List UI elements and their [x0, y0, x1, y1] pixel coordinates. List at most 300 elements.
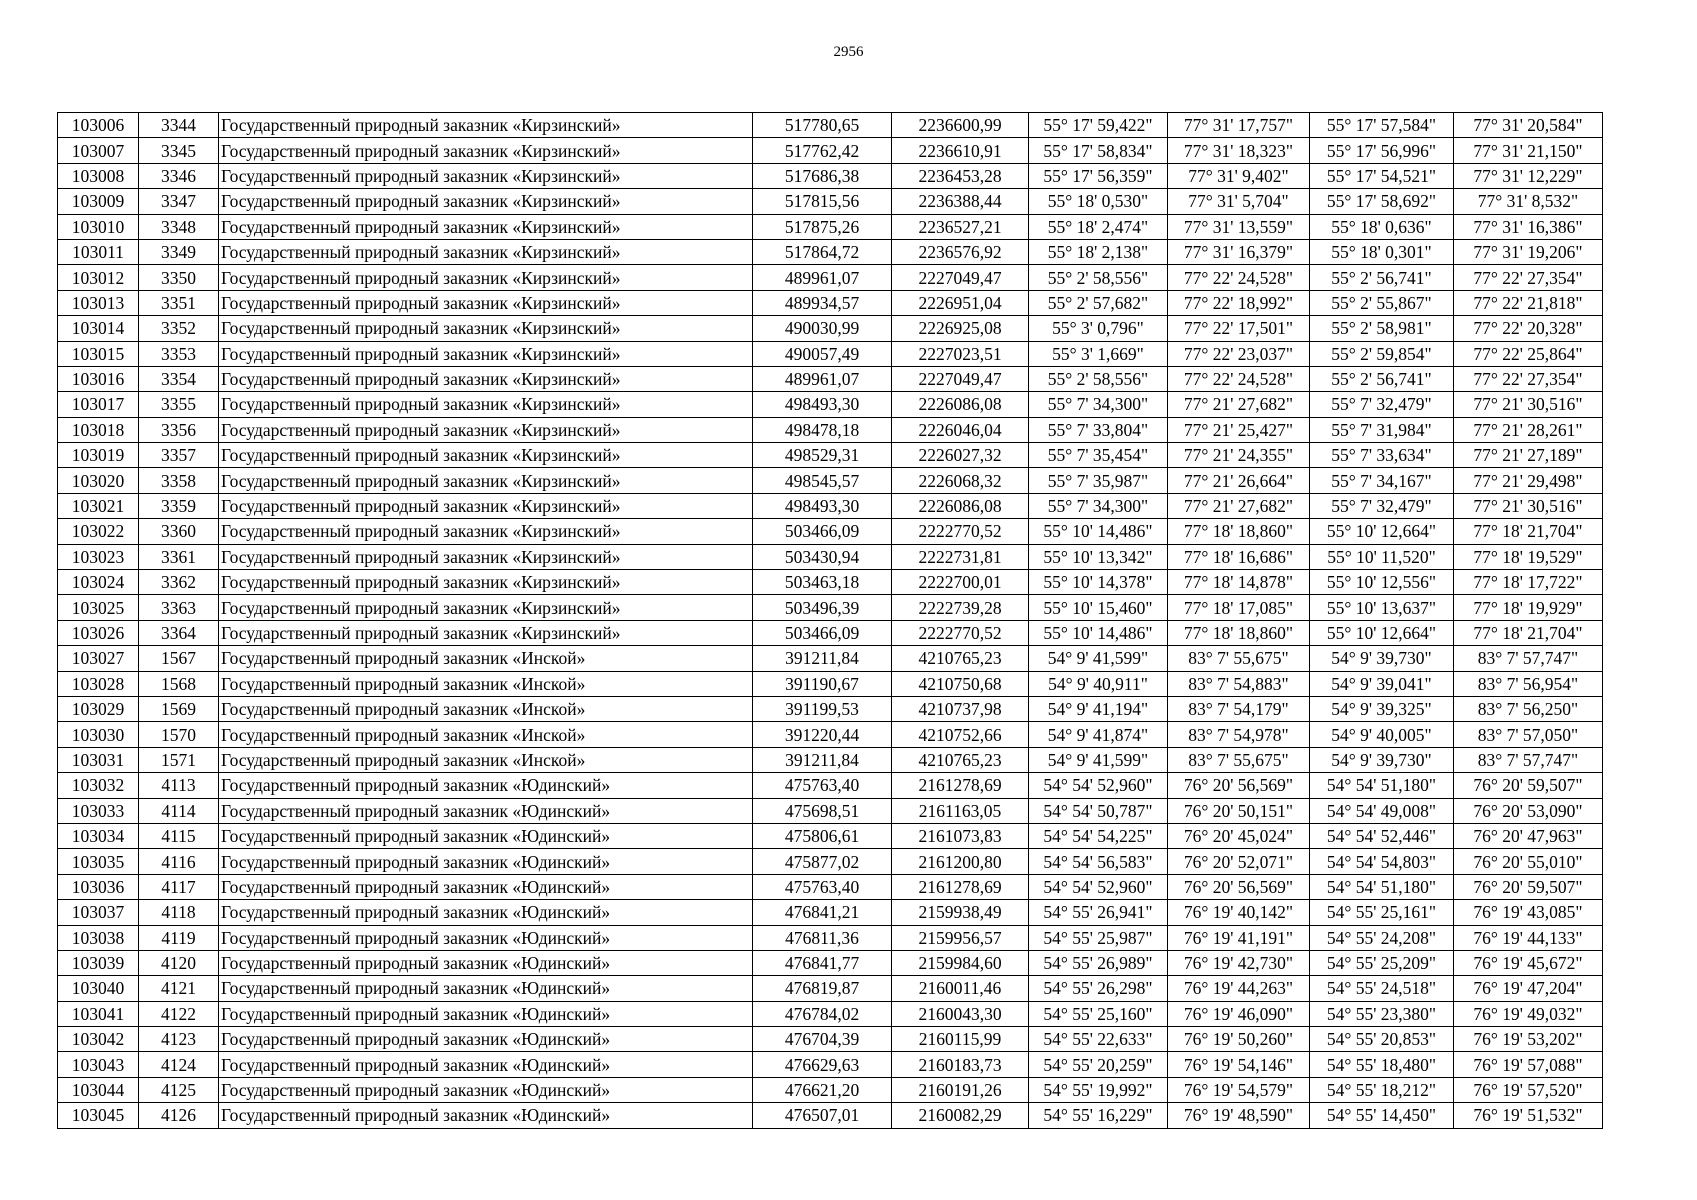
- record-number-cell: 103007: [58, 138, 139, 163]
- longitude-2-cell: 77° 22' 27,354": [1454, 265, 1603, 290]
- point-number-cell: 3352: [139, 316, 219, 341]
- name-cell: Государственный природный заказник «Юдинский»: [219, 925, 753, 950]
- longitude-2-cell: 77° 18' 21,704": [1454, 519, 1603, 544]
- x-coordinate-cell: 391220,44: [753, 722, 892, 747]
- point-number-cell: 4117: [139, 874, 219, 899]
- x-coordinate-cell: 391211,84: [753, 747, 892, 772]
- y-coordinate-cell: 2161073,83: [892, 823, 1029, 848]
- y-coordinate-cell: 2222770,52: [892, 620, 1029, 645]
- latitude-1-cell: 54° 55' 25,987": [1029, 925, 1168, 950]
- x-coordinate-cell: 476704,39: [753, 1027, 892, 1052]
- longitude-2-cell: 77° 21' 30,516": [1454, 392, 1603, 417]
- latitude-1-cell: 54° 9' 41,599": [1029, 747, 1168, 772]
- name-cell: Государственный природный заказник «Кирзинский»: [219, 443, 753, 468]
- record-number-cell: 103024: [58, 570, 139, 595]
- y-coordinate-cell: 2161200,80: [892, 849, 1029, 874]
- longitude-2-cell: 77° 21' 28,261": [1454, 417, 1603, 442]
- x-coordinate-cell: 475877,02: [753, 849, 892, 874]
- table-row: [58, 239, 1603, 264]
- y-coordinate-cell: 4210752,66: [892, 722, 1029, 747]
- record-number-cell: 103022: [58, 519, 139, 544]
- x-coordinate-cell: 475698,51: [753, 798, 892, 823]
- name-cell: Государственный природный заказник «Кирзинский»: [219, 138, 753, 163]
- y-coordinate-cell: 2236388,44: [892, 189, 1029, 214]
- longitude-2-cell: 77° 31' 20,584": [1454, 113, 1603, 138]
- table-row: [58, 773, 1603, 798]
- y-coordinate-cell: 2159938,49: [892, 900, 1029, 925]
- name-cell: Государственный природный заказник «Инской»: [219, 747, 753, 772]
- table-row: [58, 214, 1603, 239]
- point-number-cell: 3355: [139, 392, 219, 417]
- point-number-cell: 4120: [139, 950, 219, 975]
- longitude-1-cell: 76° 20' 45,024": [1168, 823, 1310, 848]
- longitude-2-cell: 76° 20' 53,090": [1454, 798, 1603, 823]
- longitude-1-cell: 76° 19' 42,730": [1168, 950, 1310, 975]
- table-row: [58, 544, 1603, 569]
- name-cell: Государственный природный заказник «Кирзинский»: [219, 290, 753, 315]
- latitude-1-cell: 54° 55' 16,229": [1029, 1103, 1168, 1128]
- longitude-2-cell: 76° 19' 57,520": [1454, 1077, 1603, 1102]
- y-coordinate-cell: 2236600,99: [892, 113, 1029, 138]
- x-coordinate-cell: 498529,31: [753, 443, 892, 468]
- name-cell: Государственный природный заказник «Инской»: [219, 671, 753, 696]
- x-coordinate-cell: 476784,02: [753, 1001, 892, 1026]
- name-cell: Государственный природный заказник «Кирзинский»: [219, 595, 753, 620]
- point-number-cell: 3362: [139, 570, 219, 595]
- x-coordinate-cell: 503466,09: [753, 620, 892, 645]
- latitude-2-cell: 55° 2' 59,854": [1310, 341, 1454, 366]
- y-coordinate-cell: 2160183,73: [892, 1052, 1029, 1077]
- latitude-1-cell: 55° 3' 0,796": [1029, 316, 1168, 341]
- latitude-2-cell: 55° 17' 56,996": [1310, 138, 1454, 163]
- record-number-cell: 103030: [58, 722, 139, 747]
- y-coordinate-cell: 2227023,51: [892, 341, 1029, 366]
- table-row: [58, 189, 1603, 214]
- point-number-cell: 3347: [139, 189, 219, 214]
- table-row: [58, 900, 1603, 925]
- y-coordinate-cell: 2236527,21: [892, 214, 1029, 239]
- table-row: [58, 468, 1603, 493]
- latitude-2-cell: 54° 9' 39,325": [1310, 696, 1454, 721]
- y-coordinate-cell: 2227049,47: [892, 265, 1029, 290]
- longitude-2-cell: 83° 7' 56,954": [1454, 671, 1603, 696]
- latitude-1-cell: 55° 3' 1,669": [1029, 341, 1168, 366]
- latitude-1-cell: 55° 2' 58,556": [1029, 366, 1168, 391]
- latitude-2-cell: 55° 2' 56,741": [1310, 366, 1454, 391]
- y-coordinate-cell: 2236453,28: [892, 163, 1029, 188]
- name-cell: Государственный природный заказник «Инской»: [219, 696, 753, 721]
- record-number-cell: 103025: [58, 595, 139, 620]
- record-number-cell: 103044: [58, 1077, 139, 1102]
- x-coordinate-cell: 517762,42: [753, 138, 892, 163]
- x-coordinate-cell: 391211,84: [753, 646, 892, 671]
- record-number-cell: 103038: [58, 925, 139, 950]
- point-number-cell: 1571: [139, 747, 219, 772]
- name-cell: Государственный природный заказник «Юдинский»: [219, 1077, 753, 1102]
- latitude-2-cell: 55° 10' 12,556": [1310, 570, 1454, 595]
- point-number-cell: 4124: [139, 1052, 219, 1077]
- latitude-1-cell: 54° 54' 50,787": [1029, 798, 1168, 823]
- latitude-2-cell: 55° 17' 57,584": [1310, 113, 1454, 138]
- latitude-1-cell: 55° 7' 33,804": [1029, 417, 1168, 442]
- name-cell: Государственный природный заказник «Кирзинский»: [219, 544, 753, 569]
- y-coordinate-cell: 2159956,57: [892, 925, 1029, 950]
- table-row: [58, 798, 1603, 823]
- y-coordinate-cell: 4210750,68: [892, 671, 1029, 696]
- x-coordinate-cell: 503496,39: [753, 595, 892, 620]
- longitude-2-cell: 77° 18' 19,529": [1454, 544, 1603, 569]
- latitude-2-cell: 54° 55' 24,208": [1310, 925, 1454, 950]
- latitude-1-cell: 54° 54' 54,225": [1029, 823, 1168, 848]
- longitude-1-cell: 76° 19' 50,260": [1168, 1027, 1310, 1052]
- table-row: [58, 290, 1603, 315]
- table-row: [58, 493, 1603, 518]
- record-number-cell: 103011: [58, 239, 139, 264]
- latitude-2-cell: 55° 18' 0,636": [1310, 214, 1454, 239]
- record-number-cell: 103029: [58, 696, 139, 721]
- longitude-1-cell: 77° 22' 17,501": [1168, 316, 1310, 341]
- record-number-cell: 103012: [58, 265, 139, 290]
- latitude-2-cell: 55° 7' 32,479": [1310, 392, 1454, 417]
- record-number-cell: 103026: [58, 620, 139, 645]
- y-coordinate-cell: 2236610,91: [892, 138, 1029, 163]
- name-cell: Государственный природный заказник «Юдинский»: [219, 773, 753, 798]
- y-coordinate-cell: 4210765,23: [892, 646, 1029, 671]
- point-number-cell: 3358: [139, 468, 219, 493]
- latitude-2-cell: 55° 10' 13,637": [1310, 595, 1454, 620]
- name-cell: Государственный природный заказник «Юдинский»: [219, 976, 753, 1001]
- latitude-1-cell: 54° 55' 25,160": [1029, 1001, 1168, 1026]
- record-number-cell: 103008: [58, 163, 139, 188]
- table-row: [58, 976, 1603, 1001]
- point-number-cell: 1570: [139, 722, 219, 747]
- point-number-cell: 4125: [139, 1077, 219, 1102]
- y-coordinate-cell: 2226046,04: [892, 417, 1029, 442]
- name-cell: Государственный природный заказник «Кирзинский»: [219, 265, 753, 290]
- longitude-1-cell: 76° 19' 54,579": [1168, 1077, 1310, 1102]
- name-cell: Государственный природный заказник «Кирзинский»: [219, 239, 753, 264]
- point-number-cell: 3351: [139, 290, 219, 315]
- longitude-2-cell: 76° 20' 55,010": [1454, 849, 1603, 874]
- name-cell: Государственный природный заказник «Инской»: [219, 646, 753, 671]
- record-number-cell: 103045: [58, 1103, 139, 1128]
- table-row: [58, 1077, 1603, 1102]
- latitude-1-cell: 54° 9' 41,599": [1029, 646, 1168, 671]
- x-coordinate-cell: 517875,26: [753, 214, 892, 239]
- record-number-cell: 103037: [58, 900, 139, 925]
- longitude-1-cell: 77° 18' 18,860": [1168, 519, 1310, 544]
- x-coordinate-cell: 476841,21: [753, 900, 892, 925]
- name-cell: Государственный природный заказник «Инской»: [219, 722, 753, 747]
- longitude-1-cell: 77° 31' 18,323": [1168, 138, 1310, 163]
- longitude-1-cell: 76° 19' 54,146": [1168, 1052, 1310, 1077]
- table-row: [58, 722, 1603, 747]
- x-coordinate-cell: 498493,30: [753, 493, 892, 518]
- x-coordinate-cell: 475763,40: [753, 773, 892, 798]
- point-number-cell: 3354: [139, 366, 219, 391]
- longitude-2-cell: 77° 18' 21,704": [1454, 620, 1603, 645]
- name-cell: Государственный природный заказник «Юдинский»: [219, 1001, 753, 1026]
- table-row: [58, 1001, 1603, 1026]
- table-row: [58, 138, 1603, 163]
- table-row: [58, 316, 1603, 341]
- longitude-1-cell: 76° 19' 46,090": [1168, 1001, 1310, 1026]
- longitude-2-cell: 77° 31' 21,150": [1454, 138, 1603, 163]
- y-coordinate-cell: 2222739,28: [892, 595, 1029, 620]
- table-row: [58, 519, 1603, 544]
- y-coordinate-cell: 2226068,32: [892, 468, 1029, 493]
- table-row: [58, 823, 1603, 848]
- latitude-1-cell: 55° 17' 59,422": [1029, 113, 1168, 138]
- latitude-2-cell: 54° 54' 54,803": [1310, 849, 1454, 874]
- latitude-1-cell: 54° 54' 52,960": [1029, 773, 1168, 798]
- table-row: [58, 366, 1603, 391]
- latitude-2-cell: 54° 54' 52,446": [1310, 823, 1454, 848]
- table-row: [58, 696, 1603, 721]
- table-row: [58, 392, 1603, 417]
- latitude-1-cell: 55° 10' 14,486": [1029, 620, 1168, 645]
- y-coordinate-cell: 2226925,08: [892, 316, 1029, 341]
- longitude-1-cell: 83° 7' 55,675": [1168, 646, 1310, 671]
- longitude-2-cell: 77° 21' 29,498": [1454, 468, 1603, 493]
- record-number-cell: 103020: [58, 468, 139, 493]
- x-coordinate-cell: 476841,77: [753, 950, 892, 975]
- record-number-cell: 103006: [58, 113, 139, 138]
- record-number-cell: 103028: [58, 671, 139, 696]
- record-number-cell: 103041: [58, 1001, 139, 1026]
- longitude-2-cell: 77° 22' 27,354": [1454, 366, 1603, 391]
- name-cell: Государственный природный заказник «Кирзинский»: [219, 113, 753, 138]
- longitude-1-cell: 76° 20' 52,071": [1168, 849, 1310, 874]
- latitude-1-cell: 54° 54' 52,960": [1029, 874, 1168, 899]
- longitude-1-cell: 77° 21' 27,682": [1168, 392, 1310, 417]
- point-number-cell: 4121: [139, 976, 219, 1001]
- name-cell: Государственный природный заказник «Юдинский»: [219, 1027, 753, 1052]
- name-cell: Государственный природный заказник «Кирзинский»: [219, 214, 753, 239]
- x-coordinate-cell: 476507,01: [753, 1103, 892, 1128]
- point-number-cell: 1567: [139, 646, 219, 671]
- latitude-1-cell: 55° 18' 2,474": [1029, 214, 1168, 239]
- record-number-cell: 103027: [58, 646, 139, 671]
- y-coordinate-cell: 2222770,52: [892, 519, 1029, 544]
- longitude-1-cell: 76° 19' 44,263": [1168, 976, 1310, 1001]
- x-coordinate-cell: 517864,72: [753, 239, 892, 264]
- longitude-2-cell: 83° 7' 57,747": [1454, 747, 1603, 772]
- latitude-2-cell: 55° 10' 11,520": [1310, 544, 1454, 569]
- table-row: [58, 747, 1603, 772]
- table-row: [58, 163, 1603, 188]
- longitude-2-cell: 76° 20' 47,963": [1454, 823, 1603, 848]
- y-coordinate-cell: 4210737,98: [892, 696, 1029, 721]
- record-number-cell: 103013: [58, 290, 139, 315]
- name-cell: Государственный природный заказник «Кирзинский»: [219, 189, 753, 214]
- latitude-2-cell: 54° 55' 23,380": [1310, 1001, 1454, 1026]
- longitude-2-cell: 77° 31' 16,386": [1454, 214, 1603, 239]
- x-coordinate-cell: 517815,56: [753, 189, 892, 214]
- latitude-2-cell: 54° 54' 49,008": [1310, 798, 1454, 823]
- latitude-1-cell: 54° 54' 56,583": [1029, 849, 1168, 874]
- table-row: [58, 265, 1603, 290]
- x-coordinate-cell: 476819,87: [753, 976, 892, 1001]
- point-number-cell: 4114: [139, 798, 219, 823]
- x-coordinate-cell: 517686,38: [753, 163, 892, 188]
- longitude-2-cell: 76° 19' 47,204": [1454, 976, 1603, 1001]
- latitude-2-cell: 55° 18' 0,301": [1310, 239, 1454, 264]
- x-coordinate-cell: 475763,40: [753, 874, 892, 899]
- latitude-1-cell: 55° 7' 35,454": [1029, 443, 1168, 468]
- name-cell: Государственный природный заказник «Юдинский»: [219, 900, 753, 925]
- latitude-2-cell: 54° 9' 39,730": [1310, 747, 1454, 772]
- x-coordinate-cell: 490057,49: [753, 341, 892, 366]
- record-number-cell: 103017: [58, 392, 139, 417]
- x-coordinate-cell: 503463,18: [753, 570, 892, 595]
- latitude-1-cell: 55° 18' 0,530": [1029, 189, 1168, 214]
- latitude-2-cell: 54° 55' 25,209": [1310, 950, 1454, 975]
- longitude-2-cell: 76° 20' 59,507": [1454, 874, 1603, 899]
- coordinates-table: [57, 112, 1603, 1129]
- point-number-cell: 1569: [139, 696, 219, 721]
- longitude-1-cell: 77° 22' 23,037": [1168, 341, 1310, 366]
- latitude-1-cell: 55° 10' 15,460": [1029, 595, 1168, 620]
- name-cell: Государственный природный заказник «Юдинский»: [219, 874, 753, 899]
- latitude-2-cell: 54° 54' 51,180": [1310, 773, 1454, 798]
- table-row: [58, 443, 1603, 468]
- latitude-2-cell: 54° 55' 18,480": [1310, 1052, 1454, 1077]
- longitude-1-cell: 77° 18' 16,686": [1168, 544, 1310, 569]
- latitude-1-cell: 54° 55' 19,992": [1029, 1077, 1168, 1102]
- latitude-1-cell: 55° 17' 56,359": [1029, 163, 1168, 188]
- x-coordinate-cell: 503466,09: [753, 519, 892, 544]
- longitude-2-cell: 77° 18' 17,722": [1454, 570, 1603, 595]
- longitude-1-cell: 76° 19' 48,590": [1168, 1103, 1310, 1128]
- latitude-1-cell: 55° 17' 58,834": [1029, 138, 1168, 163]
- longitude-2-cell: 77° 18' 19,929": [1454, 595, 1603, 620]
- longitude-1-cell: 83° 7' 54,179": [1168, 696, 1310, 721]
- latitude-1-cell: 54° 55' 26,989": [1029, 950, 1168, 975]
- longitude-1-cell: 83° 7' 55,675": [1168, 747, 1310, 772]
- name-cell: Государственный природный заказник «Юдинский»: [219, 798, 753, 823]
- point-number-cell: 3348: [139, 214, 219, 239]
- longitude-2-cell: 83° 7' 57,747": [1454, 646, 1603, 671]
- longitude-1-cell: 77° 31' 16,379": [1168, 239, 1310, 264]
- latitude-2-cell: 55° 2' 56,741": [1310, 265, 1454, 290]
- y-coordinate-cell: 2160043,30: [892, 1001, 1029, 1026]
- latitude-2-cell: 54° 9' 39,041": [1310, 671, 1454, 696]
- latitude-1-cell: 55° 18' 2,138": [1029, 239, 1168, 264]
- latitude-2-cell: 55° 2' 58,981": [1310, 316, 1454, 341]
- latitude-1-cell: 55° 2' 58,556": [1029, 265, 1168, 290]
- x-coordinate-cell: 498478,18: [753, 417, 892, 442]
- latitude-2-cell: 55° 7' 32,479": [1310, 493, 1454, 518]
- x-coordinate-cell: 475806,61: [753, 823, 892, 848]
- longitude-2-cell: 77° 21' 30,516": [1454, 493, 1603, 518]
- longitude-1-cell: 77° 22' 24,528": [1168, 366, 1310, 391]
- longitude-1-cell: 76° 19' 41,191": [1168, 925, 1310, 950]
- x-coordinate-cell: 489961,07: [753, 366, 892, 391]
- longitude-1-cell: 77° 21' 26,664": [1168, 468, 1310, 493]
- page-number: 2956: [833, 44, 864, 60]
- point-number-cell: 3353: [139, 341, 219, 366]
- y-coordinate-cell: 2226086,08: [892, 493, 1029, 518]
- latitude-1-cell: 55° 7' 35,987": [1029, 468, 1168, 493]
- latitude-2-cell: 54° 55' 20,853": [1310, 1027, 1454, 1052]
- y-coordinate-cell: 2161278,69: [892, 773, 1029, 798]
- table-row: [58, 620, 1603, 645]
- point-number-cell: 3344: [139, 113, 219, 138]
- x-coordinate-cell: 503430,94: [753, 544, 892, 569]
- longitude-2-cell: 77° 22' 21,818": [1454, 290, 1603, 315]
- longitude-1-cell: 76° 20' 50,151": [1168, 798, 1310, 823]
- latitude-2-cell: 54° 54' 51,180": [1310, 874, 1454, 899]
- point-number-cell: 4126: [139, 1103, 219, 1128]
- name-cell: Государственный природный заказник «Кирзинский»: [219, 493, 753, 518]
- point-number-cell: 3361: [139, 544, 219, 569]
- longitude-1-cell: 83° 7' 54,978": [1168, 722, 1310, 747]
- name-cell: Государственный природный заказник «Кирзинский»: [219, 366, 753, 391]
- latitude-1-cell: 55° 7' 34,300": [1029, 392, 1168, 417]
- x-coordinate-cell: 391190,67: [753, 671, 892, 696]
- y-coordinate-cell: 2227049,47: [892, 366, 1029, 391]
- y-coordinate-cell: 2160082,29: [892, 1103, 1029, 1128]
- record-number-cell: 103023: [58, 544, 139, 569]
- longitude-1-cell: 76° 19' 40,142": [1168, 900, 1310, 925]
- latitude-1-cell: 54° 55' 26,298": [1029, 976, 1168, 1001]
- record-number-cell: 103035: [58, 849, 139, 874]
- latitude-1-cell: 54° 55' 22,633": [1029, 1027, 1168, 1052]
- x-coordinate-cell: 517780,65: [753, 113, 892, 138]
- name-cell: Государственный природный заказник «Юдинский»: [219, 1052, 753, 1077]
- record-number-cell: 103039: [58, 950, 139, 975]
- latitude-1-cell: 54° 9' 41,194": [1029, 696, 1168, 721]
- longitude-1-cell: 77° 22' 18,992": [1168, 290, 1310, 315]
- table-row: [58, 849, 1603, 874]
- longitude-2-cell: 83° 7' 57,050": [1454, 722, 1603, 747]
- point-number-cell: 3350: [139, 265, 219, 290]
- latitude-2-cell: 55° 7' 33,634": [1310, 443, 1454, 468]
- point-number-cell: 4119: [139, 925, 219, 950]
- table-row: [58, 646, 1603, 671]
- longitude-1-cell: 77° 18' 17,085": [1168, 595, 1310, 620]
- point-number-cell: 4118: [139, 900, 219, 925]
- longitude-1-cell: 77° 31' 13,559": [1168, 214, 1310, 239]
- x-coordinate-cell: 489934,57: [753, 290, 892, 315]
- point-number-cell: 4122: [139, 1001, 219, 1026]
- y-coordinate-cell: 2226086,08: [892, 392, 1029, 417]
- y-coordinate-cell: 2226027,32: [892, 443, 1029, 468]
- name-cell: Государственный природный заказник «Кирзинский»: [219, 163, 753, 188]
- name-cell: Государственный природный заказник «Кирзинский»: [219, 341, 753, 366]
- record-number-cell: 103016: [58, 366, 139, 391]
- longitude-2-cell: 77° 22' 20,328": [1454, 316, 1603, 341]
- longitude-1-cell: 77° 21' 25,427": [1168, 417, 1310, 442]
- longitude-1-cell: 83° 7' 54,883": [1168, 671, 1310, 696]
- longitude-2-cell: 77° 31' 19,206": [1454, 239, 1603, 264]
- latitude-1-cell: 55° 2' 57,682": [1029, 290, 1168, 315]
- latitude-2-cell: 55° 17' 54,521": [1310, 163, 1454, 188]
- name-cell: Государственный природный заказник «Кирзинский»: [219, 620, 753, 645]
- longitude-1-cell: 77° 31' 17,757": [1168, 113, 1310, 138]
- name-cell: Государственный природный заказник «Юдинский»: [219, 849, 753, 874]
- latitude-1-cell: 55° 10' 14,486": [1029, 519, 1168, 544]
- name-cell: Государственный природный заказник «Кирзинский»: [219, 570, 753, 595]
- y-coordinate-cell: 2161163,05: [892, 798, 1029, 823]
- table-row: [58, 1052, 1603, 1077]
- longitude-1-cell: 77° 22' 24,528": [1168, 265, 1310, 290]
- longitude-2-cell: 77° 31' 8,532": [1454, 189, 1603, 214]
- point-number-cell: 4115: [139, 823, 219, 848]
- record-number-cell: 103036: [58, 874, 139, 899]
- name-cell: Государственный природный заказник «Кирзинский»: [219, 468, 753, 493]
